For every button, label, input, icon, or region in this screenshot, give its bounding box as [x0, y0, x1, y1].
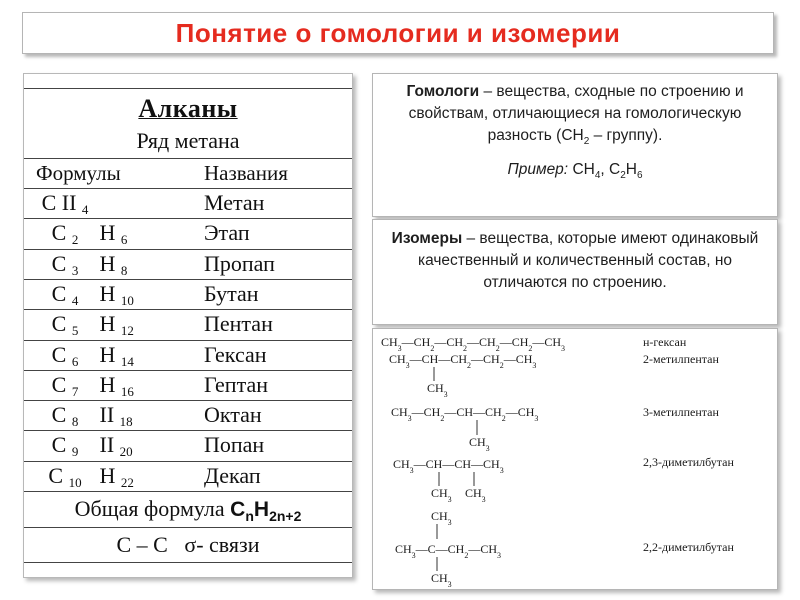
table-row	[24, 370, 352, 400]
table-row	[24, 400, 352, 430]
title-banner	[22, 12, 774, 54]
homologs-box	[372, 73, 778, 217]
bond-row	[24, 527, 352, 563]
alkanes-subheading: Ряд метана	[136, 128, 240, 153]
isomers-box	[372, 219, 778, 325]
name-2-3-dimethylbutane: 2,3-диметилбутан	[643, 455, 734, 469]
formula-cell: С 5 Н 12	[51, 311, 134, 339]
svg-text:CH3: $CH_3$	[465, 486, 486, 504]
col-formulas-header: Формулы	[36, 161, 121, 185]
table-row	[24, 430, 352, 460]
general-formula: $C_nH_{2n+2}$	[230, 498, 302, 525]
isomer-structures-diagram	[373, 329, 777, 589]
formula-cell: С II 4	[41, 190, 89, 217]
col-names-header: Названия	[204, 161, 288, 185]
name-cell: Пентан	[204, 311, 273, 337]
svg-text:CH3—CH2—CH—CH2—CH3: $CH_3—CH_2—CH—CH_2—CH_3$	[391, 405, 539, 423]
table-row	[24, 340, 352, 370]
page-title: Понятие о гомологии и изомерии	[175, 17, 621, 48]
name-n-hexane: н-гексан	[643, 335, 687, 349]
formula-cell: С 2 Н 6	[51, 220, 128, 248]
formula-cell: С 7 Н 16	[51, 371, 134, 399]
isomers-definition: Изомеры – вещества, которые имеют одинаковый качественный и количественный состав, но отличаются по строению.	[391, 230, 759, 291]
svg-text:CH3: $CH_3$	[431, 571, 452, 589]
svg-text:CH3: $CH_3$	[431, 486, 452, 504]
general-formula-row	[24, 491, 352, 527]
general-formula-label: Общая формула	[74, 496, 225, 521]
svg-text:CH3: $CH_3$	[427, 381, 448, 399]
structure-2-2-dimethylbutane	[395, 509, 734, 589]
table-row	[24, 309, 352, 339]
table-row	[24, 279, 352, 309]
structure-3-methylpentane	[391, 405, 719, 453]
formula-n-hexane: $CH_3—CH_2—CH_2—CH_2—CH_2—CH_3$	[381, 335, 566, 353]
homologs-definition: Гомологи – вещества, сходные по строению и свойствам, отличающиеся на гомологическую разность ($CH_2$ – группу).	[406, 83, 744, 148]
name-2-methylpentane: 2-метилпентан	[643, 352, 719, 366]
name-cell: Пропап	[204, 250, 275, 276]
table-row	[24, 249, 352, 279]
table-header-row	[24, 158, 352, 188]
formula-cell: С 10 Н 22	[48, 462, 134, 490]
table-row	[24, 188, 352, 218]
structure-2-methylpentane	[389, 352, 719, 399]
svg-text:CH3: $CH_3$	[469, 435, 490, 453]
name-cell: Декап	[204, 462, 261, 488]
name-cell: Октан	[204, 402, 262, 428]
name-cell: Гексан	[204, 341, 267, 367]
svg-text:CH3—CH—CH—CH3: $CH_3—CH—CH—CH_3$	[393, 457, 504, 475]
homologs-example: Пример: $CH_4$, $C_2H_6$	[507, 161, 643, 182]
name-2-2-dimethylbutane: 2,2-диметилбутан	[643, 540, 734, 554]
formula-cell: С 6 Н 14	[51, 341, 134, 369]
name-3-methylpentane: 3-метилпентан	[643, 405, 719, 419]
name-cell: Метан	[204, 190, 265, 215]
formula-cell: С 3 Н 8	[51, 250, 128, 278]
isomer-structures-panel	[372, 328, 778, 590]
alkanes-table	[23, 73, 353, 578]
structure-n-hexane	[381, 335, 687, 353]
formula-cell: С 8 II 18	[51, 402, 133, 430]
name-cell: Гептан	[204, 371, 269, 397]
table-top-rule	[24, 88, 352, 89]
formula-cell: С 9 II 20	[51, 432, 133, 460]
table-row	[24, 461, 352, 491]
svg-text:CH3—C—CH2—CH3: $CH_3—C—CH_2—CH_3$	[395, 542, 502, 560]
formula-cell: С 4 Н 10	[51, 280, 134, 308]
name-cell: Этап	[204, 220, 250, 246]
svg-text:CH3: $CH_3$	[431, 509, 452, 527]
name-cell: Бутан	[204, 280, 259, 306]
structure-2-3-dimethylbutane	[393, 455, 734, 504]
svg-text:CH3—CH—CH2—CH2—CH3: $CH_3—CH—CH_2—CH_2—CH_3$	[389, 352, 537, 370]
alkanes-heading: Алканы	[138, 94, 238, 123]
name-cell: Попан	[204, 432, 265, 458]
bond-text: С – С σ- связи	[116, 532, 260, 557]
table-row	[24, 218, 352, 248]
